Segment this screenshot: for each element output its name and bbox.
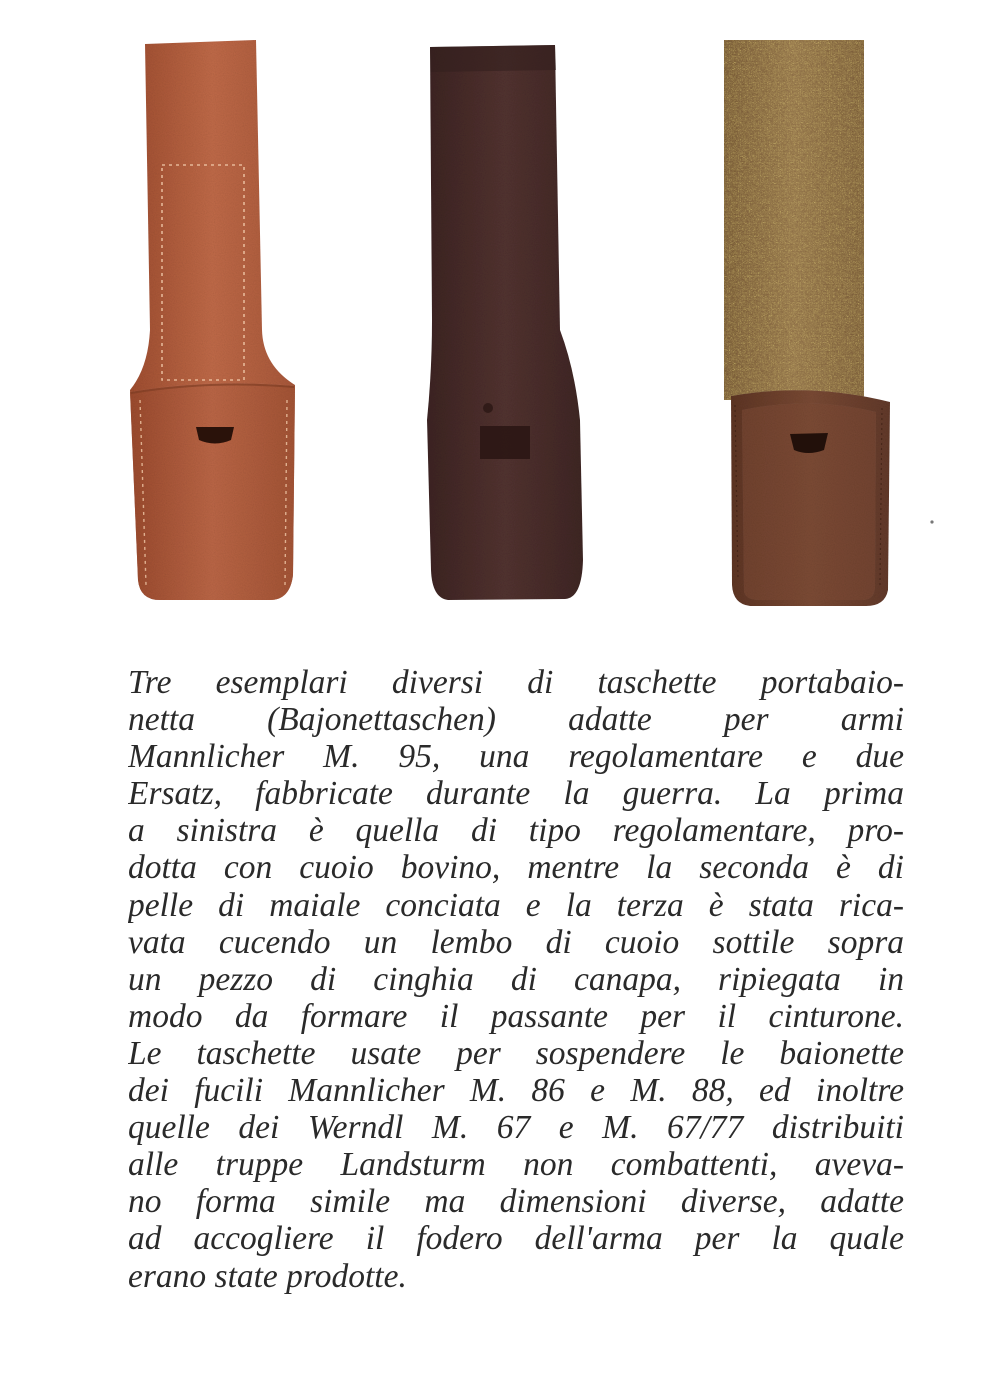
caption-line: no forma simile ma dimensioni diverse, adatte bbox=[128, 1183, 904, 1221]
caption-line: un pezzo di cinghia di canapa, ripiegata in bbox=[128, 960, 904, 998]
caption-line: pelle di maiale conciata e la terza è stata rica- bbox=[128, 886, 904, 924]
dust-speck bbox=[930, 520, 933, 523]
caption-line: dei fucili Mannlicher M. 86 e M. 88, ed inoltre bbox=[128, 1072, 904, 1110]
caption-line: netta (Bajonettaschen) adatte per armi bbox=[128, 701, 904, 739]
photo-three-bayonet-frogs bbox=[0, 0, 988, 640]
photo-figure bbox=[0, 0, 988, 640]
caption-line: Mannlicher M. 95, una regolamentare e due bbox=[128, 738, 904, 776]
caption-line: alle truppe Landsturm non combattenti, aveva- bbox=[128, 1146, 904, 1184]
caption-line: erano state prodotte. bbox=[128, 1257, 407, 1295]
caption bbox=[128, 664, 904, 1295]
caption-line: vata cucendo un lembo di cuoio sottile sopra bbox=[128, 923, 904, 961]
caption-line: a sinistra è quella di tipo regolamentare, pro- bbox=[128, 812, 904, 850]
caption-line: dotta con cuoio bovino, mentre la seconda è di bbox=[128, 849, 904, 887]
frog-right-hemp bbox=[724, 40, 890, 606]
caption-line: Tre esemplari diversi di taschette portabaio- bbox=[128, 664, 904, 701]
caption-line: quelle dei Werndl M. 67 e M. 67/77 distribuiti bbox=[128, 1109, 904, 1147]
frog-middle-pigskin bbox=[427, 45, 583, 600]
caption-line: Le taschette usate per sospendere le baionette bbox=[128, 1034, 904, 1072]
caption-line: ad accogliere il fodero dell'arma per la quale bbox=[128, 1220, 904, 1258]
frog-left-regulation bbox=[130, 40, 295, 600]
caption-line: Ersatz, fabbricate durante la guerra. La prima bbox=[128, 775, 904, 813]
caption-line: modo da formare il passante per il cinturone. bbox=[128, 997, 904, 1035]
